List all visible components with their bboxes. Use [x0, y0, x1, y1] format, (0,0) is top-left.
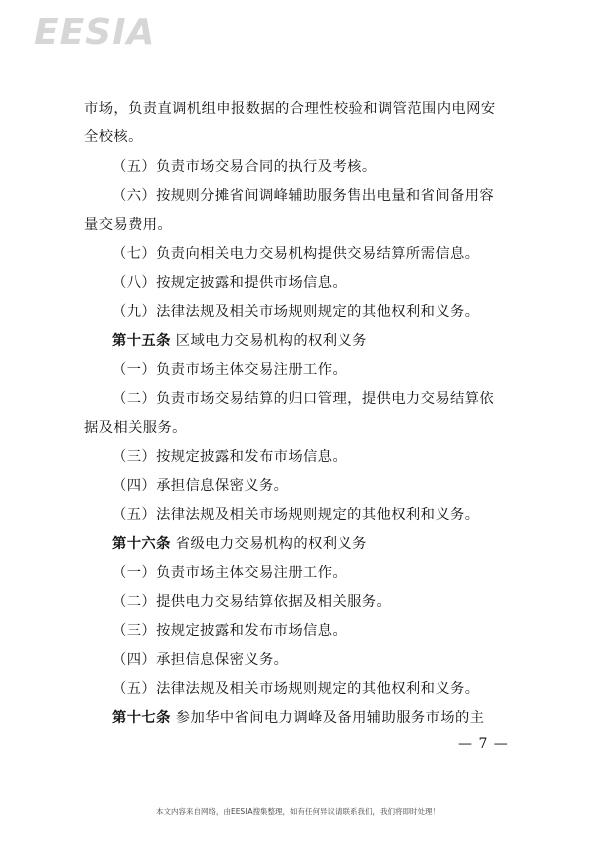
paragraph-line: 市场，负责直调机组申报数据的合理性校验和调管范围内电网安 — [84, 101, 496, 117]
list-item: （七）负责向相关电力交易机构提供交易结算所需信息。 — [112, 246, 480, 262]
paragraph-line: 据及相关服务。 — [84, 420, 187, 436]
list-item: （六）按规则分摊省间调峰辅助服务售出电量和省间备用容 — [112, 188, 495, 204]
article-number: 第十六条 — [112, 536, 171, 552]
article-title: 区域电力交易机构的权利义务 — [175, 333, 367, 349]
article-title: 省级电力交易机构的权利义务 — [175, 536, 367, 552]
list-item: （五）法律法规及相关市场规则规定的其他权利和义务。 — [112, 681, 480, 697]
list-item: （五）负责市场交易合同的执行及考核。 — [112, 159, 377, 175]
list-item: （三）按规定披露和发布市场信息。 — [112, 449, 348, 465]
list-item: （四）承担信息保密义务。 — [112, 478, 289, 494]
paragraph-line: 全校核。 — [84, 129, 143, 145]
list-item: （九）法律法规及相关市场规则规定的其他权利和义务。 — [112, 304, 480, 320]
list-item: （四）承担信息保密义务。 — [112, 652, 289, 668]
article-text: 参加华中省间电力调峰及备用辅助服务市场的主 — [175, 710, 485, 726]
article-number: 第十五条 — [112, 333, 171, 349]
eesia-watermark-logo: EESIA — [34, 12, 156, 53]
list-item: （八）按规定披露和提供市场信息。 — [112, 275, 348, 291]
list-item: （一）负责市场主体交易注册工作。 — [112, 565, 348, 581]
article-heading — [112, 535, 524, 553]
article-number: 第十七条 — [112, 710, 171, 726]
footer-disclaimer: 本文内容来自网络，由EESIA搜集整理，如有任何异议请联系我们，我们将即时处理！ — [155, 807, 441, 816]
article-heading — [112, 709, 524, 727]
article-heading — [112, 332, 524, 350]
list-item: （五）法律法规及相关市场规则规定的其他权利和义务。 — [112, 507, 480, 523]
list-item: （二）提供电力交易结算依据及相关服务。 — [112, 594, 392, 610]
paragraph-line: 量交易费用。 — [84, 217, 173, 233]
list-item: （一）负责市场主体交易注册工作。 — [112, 362, 348, 378]
page-number: — 7 — — [458, 736, 509, 752]
list-item: （三）按规定披露和发布市场信息。 — [112, 623, 348, 639]
list-item: （二）负责市场交易结算的归口管理，提供电力交易结算依 — [112, 391, 495, 407]
